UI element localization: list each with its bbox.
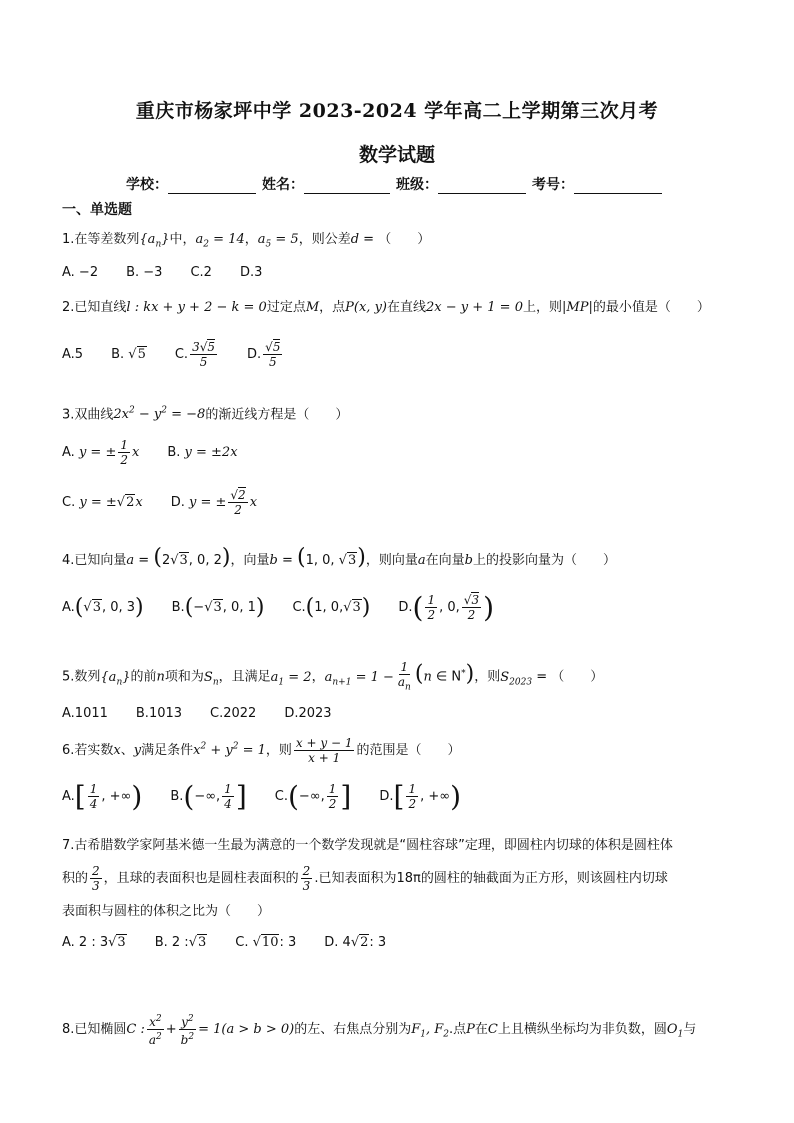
option-a[interactable]: A. [ $\frac{1}{4}$ , +∞ ) (62, 779, 143, 813)
option-c[interactable]: C. √10 : 3 (235, 935, 297, 950)
option-c[interactable]: C. $\frac{3√5}{5}$ (174, 340, 215, 369)
section-heading: 一、单选题 (62, 202, 132, 218)
name-label: 姓名： (262, 177, 304, 193)
option-d[interactable]: D. ( $\frac{1}{2}$ , 0, $\frac{√3}{2}$ ) (398, 590, 495, 624)
option-b[interactable]: B.1013 (135, 706, 183, 721)
option-c[interactable]: C. y = ± √2 x (62, 495, 143, 510)
school-blank[interactable] (168, 181, 256, 194)
school-label: 学校： (126, 177, 168, 193)
option-d[interactable]: D. [ $\frac{1}{2}$ , +∞ ) (379, 779, 462, 813)
question-8: 8.已知椭圆C : $\frac{x^2}{a^2}$ + $\frac{y^2}{b^2}$ = 1(a > b > 0)的左、右焦点分别为$F_1$, $F_2$.点P在C上且横纵坐标均为非负数，圆$O_1$与 (62, 1014, 697, 1047)
question-2-options (62, 340, 312, 369)
option-c[interactable]: C. ( −∞, $\frac{1}{2}$ ] (274, 779, 352, 813)
question-7-line-2: 积的 $\frac{2}{3}$ ，且球的表面积也是圆柱表面积的 $\frac{2}{3}$ .已知表面积为18π的圆柱的轴截面为正方形，则该圆柱内切球 (62, 864, 668, 893)
option-d[interactable]: D.3 (239, 265, 263, 280)
option-a[interactable]: A. y = ± $\frac{1}{2}$ x (62, 438, 140, 467)
question-7-line-1: 7.古希腊数学家阿基米德一生最为满意的一个数学发现就是“圆柱容球”定理，即圆柱内切球的体积是圆柱体 (62, 838, 673, 853)
question-3: 3.双曲线$2x^2 - y^2 = -8$的渐近线方程是（ ） (62, 406, 349, 423)
question-3-options-ab (62, 438, 266, 467)
option-b[interactable]: B. ( − √3 , 0, 1 ) (171, 594, 265, 620)
question-1-options (62, 265, 290, 280)
option-d[interactable]: D. $\frac{√5}{5}$ (247, 340, 281, 369)
question-7-line-3: 表面积与圆柱的体积之比为（ ） (62, 904, 271, 919)
option-d[interactable]: D. 4 √2 : 3 (324, 935, 387, 950)
class-label: 班级： (396, 177, 438, 193)
page-title: 重庆市杨家坪中学 2023-2024 学年高二上学期第三次月考 (135, 100, 659, 122)
question-3-options-cd (62, 488, 285, 517)
question-5: 5.数列$\{a_n\}$的前n项和为$S_n$，且满足$a_1 = 2$，$a_{n+1} = 1$ − $\frac{1}{a_n}$ (n ∈ N*)，则$S_{2023}$ = （ ） (62, 660, 604, 693)
exam-number-label: 考号： (532, 177, 574, 193)
class-blank[interactable] (438, 181, 526, 194)
question-4: 4.已知向量a = (2√3, 0, 2)，向量b = (1, 0, √3)，则向量a在向量b上的投影向量为（ ） (62, 545, 616, 570)
question-6: 6.若实数x、y满足条件$x^2 + y^2 = 1$，则 $\frac{x + y - 1}{x + 1}$ 的范围是（ ） (62, 736, 461, 765)
question-4-options (62, 590, 522, 624)
option-a[interactable]: A.5 (62, 347, 84, 362)
option-a[interactable]: A.1011 (62, 706, 108, 721)
option-b[interactable]: B. 2 : √3 (154, 935, 207, 950)
option-b[interactable]: B. ( −∞, $\frac{1}{4}$ ] (170, 779, 247, 813)
question-6-options (62, 779, 489, 813)
option-c[interactable]: C. ( 1, 0, √3 ) (292, 594, 371, 620)
question-5-options (62, 706, 360, 721)
option-d[interactable]: D.2023 (284, 706, 332, 721)
exam-number-blank[interactable] (574, 181, 662, 194)
option-b[interactable]: B. y = ±2x (167, 445, 238, 460)
question-1: 1.在等差数列$\{a_n\}$中，$a_2 = 14$，$a_5 = 5$，则公差d = （ ） (62, 232, 431, 250)
option-c[interactable]: C.2022 (210, 706, 257, 721)
question-2: 2.已知直线l : kx + y + 2 − k = 0过定点M，点P(x, y)在直线2x − y + 1 = 0上，则|MP|的最小值是（ ） (62, 300, 710, 315)
student-info-row (126, 174, 668, 194)
page-subtitle: 数学试题 (358, 144, 435, 166)
option-c[interactable]: C.2 (190, 265, 212, 280)
name-blank[interactable] (304, 181, 390, 194)
option-d[interactable]: D. y = ± $\frac{√2}{2}$ x (170, 488, 258, 517)
option-a[interactable]: A. −2 (62, 265, 99, 280)
option-a[interactable]: A. ( √3 , 0, 3 ) (62, 594, 144, 620)
question-7-options (62, 935, 414, 950)
option-b[interactable]: B. −3 (126, 265, 163, 280)
option-a[interactable]: A. 2 : 3 √3 (62, 935, 126, 950)
option-b[interactable]: B. √5 (111, 347, 146, 362)
